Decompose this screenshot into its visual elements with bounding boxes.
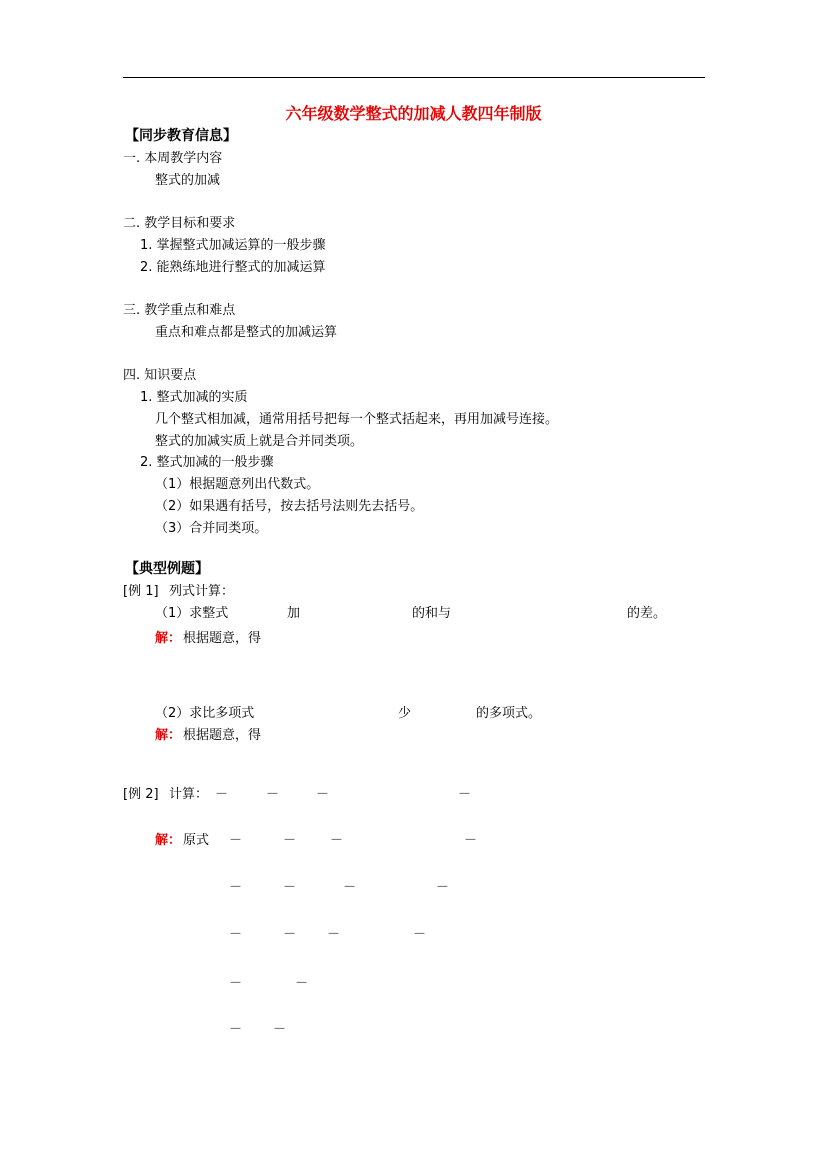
minus-sign: － <box>327 927 341 942</box>
example2-solve-label: 解： <box>155 833 182 848</box>
minus-sign: － <box>229 833 243 848</box>
example1-q1-diff: 的差。 <box>627 606 667 621</box>
example1-q1-sum-with: 的和与 <box>412 606 452 621</box>
example1-instruction: 列式计算： <box>169 584 235 599</box>
example1-q1-add: 加 <box>287 606 301 621</box>
minus-sign: － <box>273 1022 287 1037</box>
example1-q1-prefix: （1）求整式 <box>155 606 229 621</box>
part2-item-1: 1. 掌握整式加减运算的一般步骤 <box>140 238 326 253</box>
minus-sign: － <box>330 833 344 848</box>
part2-item-2: 2. 能熟练地进行整式的加减运算 <box>140 260 326 275</box>
part1-heading: 一. 本周教学内容 <box>123 151 223 166</box>
example2-orig-label: 原式 <box>183 833 210 848</box>
example1-label: [例 1] <box>123 584 159 599</box>
minus-sign: － <box>229 880 243 895</box>
minus-sign: － <box>413 927 427 942</box>
minus-sign: － <box>266 787 280 802</box>
part3-heading: 三. 教学重点和难点 <box>123 303 236 318</box>
minus-sign: － <box>458 787 472 802</box>
minus-sign: － <box>283 880 297 895</box>
example1-q2-less: 少 <box>398 706 412 721</box>
section-examples-heading: 【典型例题】 <box>125 561 209 577</box>
part4-item1-line2: 整式的加减实质上就是合并同类项。 <box>155 434 364 449</box>
minus-sign: － <box>229 1022 243 1037</box>
part4-item1-label: 1. 整式加减的实质 <box>140 390 248 405</box>
example1-q2-prefix: （2）求比多项式 <box>155 706 255 721</box>
example1-q2-poly: 的多项式。 <box>476 706 542 721</box>
part4-item1-line1: 几个整式相加减，通常用括号把每一个整式括起来，再用加减号连接。 <box>155 412 559 427</box>
example1-solve-text-1: 根据题意，得 <box>183 631 262 646</box>
minus-sign: － <box>229 927 243 942</box>
example1-solve-text-2: 根据题意，得 <box>183 728 262 743</box>
minus-sign: － <box>229 976 243 991</box>
minus-sign: － <box>316 787 330 802</box>
minus-sign: － <box>436 880 450 895</box>
part3-content: 重点和难点都是整式的加减运算 <box>155 325 338 340</box>
part4-step-1: （1）根据题意列出代数式。 <box>155 477 320 492</box>
minus-sign: － <box>283 833 297 848</box>
example2-label: [例 2] <box>123 787 159 802</box>
minus-sign: － <box>295 976 309 991</box>
part2-heading: 二. 教学目标和要求 <box>123 216 236 231</box>
part1-content: 整式的加减 <box>155 173 221 188</box>
minus-sign: － <box>215 787 229 802</box>
part4-heading: 四. 知识要点 <box>123 368 197 383</box>
part4-step-3: （3）合并同类项。 <box>155 521 268 536</box>
page-title: 六年级数学整式的加减人教四年制版 <box>285 104 542 123</box>
example2-instruction: 计算： <box>169 787 209 802</box>
minus-sign: － <box>464 833 478 848</box>
minus-sign: － <box>343 880 357 895</box>
section-sync-heading: 【同步教育信息】 <box>125 128 237 144</box>
example1-solve-label-1: 解： <box>155 631 182 646</box>
example1-solve-label-2: 解： <box>155 728 182 743</box>
header-rule <box>123 77 705 78</box>
part4-item2-label: 2. 整式加减的一般步骤 <box>140 455 274 470</box>
part4-step-2: （2）如果遇有括号，按去括号法则先去括号。 <box>155 499 424 514</box>
minus-sign: － <box>283 927 297 942</box>
